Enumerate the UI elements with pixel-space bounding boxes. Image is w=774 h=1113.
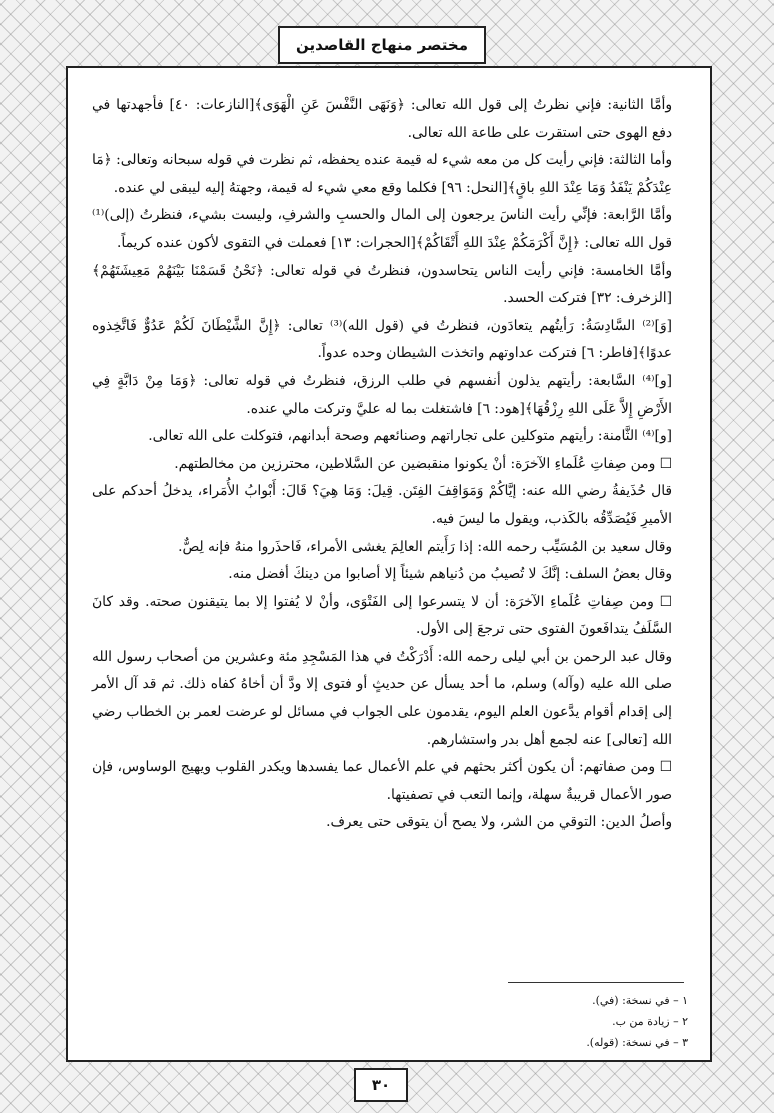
- footnote: ١ – في نسخة: (في).: [592, 994, 688, 1007]
- footnote-separator: [508, 982, 684, 983]
- paragraph-hudhayfa: قال حُذَيفةُ رضي الله عنه: إيَّاكُمْ وَمَوَاقِفَ الفِتَن. قِيلَ: وَمَا هِيَ؟ قَالَ: أَبْوابُ الأُمَراء، يدخلُ أحدكم على الأميرِ فَيُصَدِّقُه بالكَذب، ويقول ما ليسَ فيه.: [92, 483, 672, 527]
- page-number: ٣٠: [354, 1068, 408, 1102]
- paragraph-third: وأما الثالثة: فإني رأيت كل من معه شيء له قيمة عنده يحفظه، ثم نظرت في قوله سبحانه وتعالى: ﴿مَا عِنْدَكُمْ يَنْفَدُ وَمَا عِنْدَ اللهِ باقٍ﴾[النحل: ٩٦] فكلما وقع معي شيء له قيمة، وجهتهُ إليه ليبقى لي عنده.: [92, 152, 672, 196]
- paragraph-fifth: وأمَّا الخامسة: فإني رأيت الناس يتحاسدون، فنظرتُ في قوله تعالى: ﴿نَحْنُ قَسَمْنَا بَيْنَهُمْ مَعِيشَتَهُمْ﴾[الزخرف: ٣٢] فتركت الحسد.: [92, 262, 672, 307]
- footnote: ٣ – في نسخة: (قوله).: [586, 1036, 688, 1049]
- paragraph-said: وقال سعيد بن المُسَيِّب رحمه الله: إذا رَأَيتم العالِمَ يغشى الأمراء، فَاحذَروا منهُ فإنه لِصٌّ.: [178, 538, 672, 555]
- paragraph-seventh: [و]⁽⁴⁾ السَّابعة: رأيتهم يذلون أنفسهم في طلب الرزق، فنظرتُ في قوله تعالى: ﴿وَمَا مِنْ دَابَّةٍ فِي الأَرْضِ إِلاَّ عَلَى اللهِ رِزْقُهَا﴾[هود: ٦] فاشتغلت بما له عليَّ وتركت مالي عنده.: [92, 372, 672, 417]
- paragraph-fatwa: ☐ ومن صِفاتِ عُلَماءِ الآخرَة: أن لا يتسرعوا إلى الفَتْوَى، وأنْ لا يُفتوا إلا بما يتيقنون صحته. وقد كانَ السَّلَفُ يتدافَعونَ الفتوى حتى ترجعَ إلى الأول.: [92, 593, 672, 638]
- footnote: ٢ – زيادة من ب.: [612, 1015, 688, 1028]
- footnotes: [500, 990, 688, 1053]
- paragraph-sixth: [وَ]⁽²⁾ السَّادِسَةُ: رَأيتُهم يتعادَون، فنظرتُ في (قول الله)⁽³⁾ تعالى: ﴿إِنَّ الشَّيْطَانَ لَكُمْ عَدُوٌّ فَاتَّخِذوه عدوًا﴾[فاطر: ٦] فتركت عداوتهم واتخذت الشيطان وحده عدواً.: [92, 317, 672, 362]
- paragraph-salaf: وقال بعضُ السلف: إنَّكَ لا تُصيبُ من دُنياهم شيئاً إلا أصابوا من دينكَ أفضل منه.: [228, 566, 672, 583]
- book-title: مختصر منهاج القاصدين: [278, 26, 486, 64]
- main-text: [92, 92, 672, 972]
- paragraph-fourth: وأمَّا الرَّابعة: فإنِّي رأيت الناسَ يرجعون إلى المال والحسبِ والشرفِ، وليست بشيء، فنظرتُ (إلى)⁽¹⁾ قول الله تعالى: ﴿إِنَّ أَكْرَمَكُمْ عِنْدَ اللهِ أَتْقَاكُمْ﴾[الحجرات: ١٣] فعملت في التقوى لأكون عنده كريماً.: [92, 207, 672, 251]
- paragraph-abdulrahman: وقال عبد الرحمن بن أبي ليلى رحمه الله: أَدْرَكْتُ في هذا المَسْجِدِ مئة وعشرين من أصحاب رسول الله صلى الله عليه (وآله) وسلم، ما أحد يسأل عن حديثٍ أو فتوى إلا ودَّ أن أخاهُ كفاه ذلك. ثم قد آل الأمر إلى إقدام أقوام يدَّعون العلم اليوم، يقدمون على الجواب في مسائل لو عرضت لعمر بن الخطاب رضي الله [تعالى] عنه لجمع أهل بدر واستشارهم.: [92, 648, 672, 748]
- paragraph-eighth: [و]⁽⁴⁾ الثَّامنة: رأيتهم متوكلين على تجاراتهم وصنائعهم وصحة أبدانهم، فتوكلت على الله تعالى.: [148, 428, 672, 445]
- paragraph-second: وأمَّا الثانية: فإني نظرتُ إلى قول الله تعالى: ﴿وَنَهَى النَّفْسَ عَنِ الْهَوَى﴾[النازعات: ٤٠] فأجهدتها في دفع الهوى حتى استقرت على طاعة الله تعالى.: [92, 97, 672, 141]
- paragraph-deeds: ☐ ومن صفاتهم: أن يكون أكثر بحثهم في علم الأعمال عما يفسدها ويكدر القلوب ويهيج الوساوس، فإن صور الأعمال قريبةٌ سهلة، وإنما التعب في تصفيتها.: [92, 759, 672, 803]
- paragraph-scholars-rulers: ☐ ومن صِفاتِ عُلَماءِ الآخرَة: أنْ يكونوا منقبضين عن السَّلاطين، محترزين من مخالطتهم.: [174, 455, 672, 472]
- paragraph-religion-basis: وأصلُ الدين: التوقي من الشر، ولا يصح أن يتوقى حتى يعرف.: [326, 814, 672, 831]
